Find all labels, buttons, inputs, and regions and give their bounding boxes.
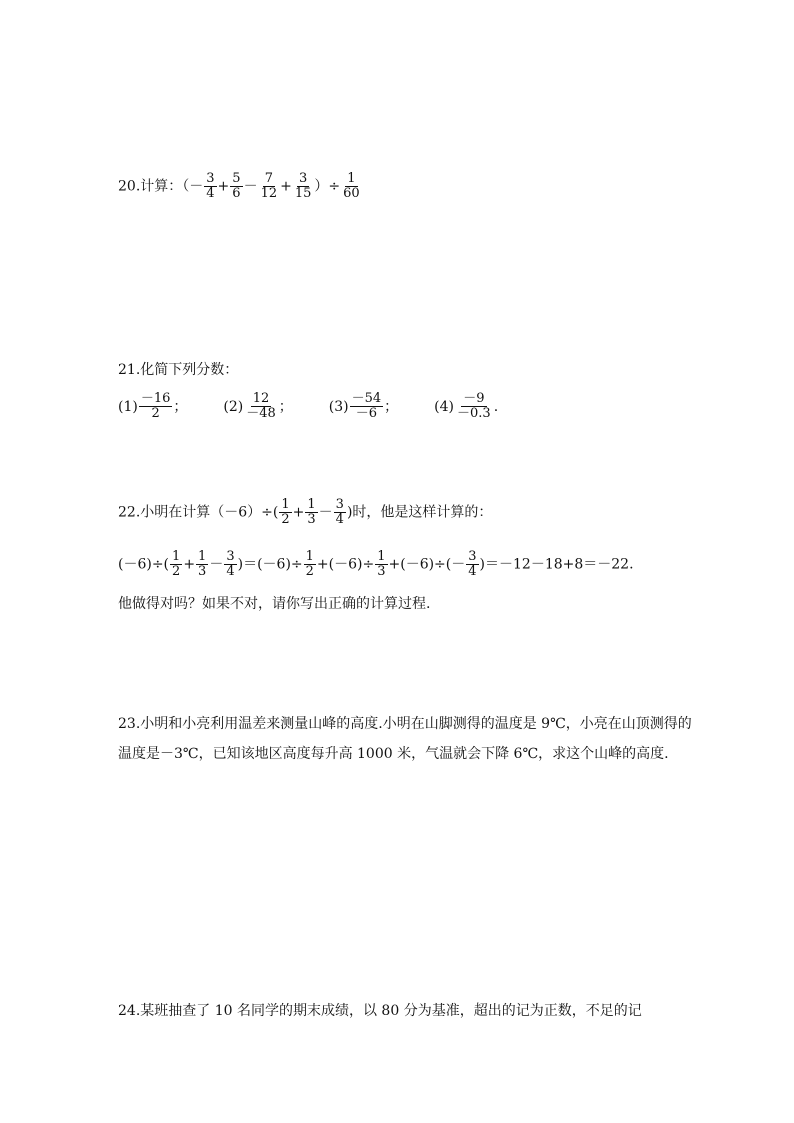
item-end: ； (173, 398, 188, 415)
denominator: 3 (307, 512, 316, 527)
denominator: 15 (294, 186, 312, 201)
fraction (196, 550, 208, 579)
numerator: 5 (232, 171, 241, 186)
fraction (170, 550, 182, 579)
calc-segment: )＝(－6)÷ (237, 556, 303, 573)
fraction (455, 392, 493, 421)
item-tag: (2) (223, 398, 244, 415)
numerator: 3 (226, 549, 235, 564)
numerator: 3 (298, 171, 308, 186)
q22-question: 他做得对吗？如果不对，请你写出正确的计算过程. (118, 596, 431, 612)
denominator: －6 (355, 406, 378, 421)
numerator: 1 (198, 549, 207, 564)
fraction (375, 550, 387, 579)
denominator: 6 (232, 186, 241, 201)
numerator: 1 (377, 549, 386, 564)
q22-label: 22.小明在计算（－6）÷( (118, 504, 279, 521)
fraction (305, 498, 317, 527)
q20-close: ）÷ (314, 178, 341, 195)
fraction (466, 550, 478, 579)
denominator: 2 (305, 564, 314, 579)
numerator: 3 (206, 171, 215, 186)
operator: + (217, 178, 230, 195)
denominator: 2 (172, 564, 181, 579)
q21-item-4 (434, 391, 499, 421)
fraction (204, 172, 216, 201)
q20-open: （－ (182, 178, 204, 195)
operator: + (280, 178, 292, 195)
fraction (304, 550, 316, 579)
q21-item-1 (118, 391, 188, 421)
q20-label: 20.计算： (118, 178, 183, 195)
operator: － (318, 504, 333, 521)
numerator: 1 (305, 549, 314, 564)
calc-segment: )＝－12－18+8＝－22. (479, 556, 634, 573)
fraction (341, 172, 362, 201)
question-22 (118, 498, 492, 527)
item-end: ； (384, 398, 399, 415)
numerator: －16 (140, 391, 171, 406)
operator: + (292, 504, 305, 521)
question-20 (118, 172, 363, 201)
operator: + (183, 556, 196, 573)
calc-segment: +(－6)÷(－ (388, 556, 466, 573)
denominator: 3 (377, 564, 386, 579)
item-tag: (1) (118, 398, 138, 415)
fraction (230, 172, 242, 201)
denominator: 12 (260, 186, 278, 201)
fraction (350, 392, 384, 421)
fraction (139, 392, 173, 421)
calc-segment: (－6)÷( (118, 556, 170, 573)
denominator: 4 (335, 512, 344, 527)
q22-calculation (118, 550, 634, 579)
question-24: 24.某班抽查了 10 名同学的期末成绩，以 80 分为基准，超出的记为正数，不足的记 (118, 1003, 642, 1019)
q21-item-2 (223, 391, 293, 421)
numerator: 1 (307, 497, 316, 512)
denominator: －0.3 (457, 406, 491, 421)
item-end: ； (278, 398, 293, 415)
denominator: 4 (226, 564, 235, 579)
q22-tail: )时，他是这样计算的： (346, 504, 493, 521)
operator: － (209, 556, 224, 573)
q21-items (118, 392, 498, 421)
numerator: －54 (351, 391, 382, 406)
numerator: 3 (335, 497, 344, 512)
fraction (279, 498, 291, 527)
numerator: 1 (281, 497, 290, 512)
question-23: 23.小明和小亮利用温差来测量山峰的高度.小明在山脚测得的温度是 9℃，小亮在山顶测得的温度是－3℃，已知该地区高度每升高 1000 米，气温就会下降 6℃，求这个山峰的高度. (118, 716, 692, 762)
fraction (259, 172, 280, 201)
numerator: 1 (172, 549, 181, 564)
operator: － (243, 178, 258, 195)
numerator: 12 (252, 391, 270, 406)
item-end: . (493, 398, 499, 415)
denominator: 4 (468, 564, 477, 579)
denominator: 4 (206, 186, 215, 201)
numerator: －9 (463, 391, 485, 406)
q21-item-3 (328, 391, 399, 421)
numerator: 3 (468, 549, 477, 564)
denominator: 2 (151, 406, 160, 421)
calc-segment: +(－6)÷ (316, 556, 375, 573)
fraction (334, 498, 346, 527)
item-tag: (4) (434, 398, 455, 415)
denominator: 3 (198, 564, 207, 579)
fraction (293, 172, 314, 201)
item-tag: (3) (328, 398, 349, 415)
fraction (224, 550, 236, 579)
fraction (244, 392, 278, 421)
denominator: 60 (343, 186, 360, 201)
denominator: －48 (246, 406, 276, 421)
numerator: 7 (264, 171, 273, 186)
denominator: 2 (281, 512, 290, 527)
q21-label: 21.化简下列分数： (118, 362, 239, 378)
numerator: 1 (347, 171, 356, 186)
